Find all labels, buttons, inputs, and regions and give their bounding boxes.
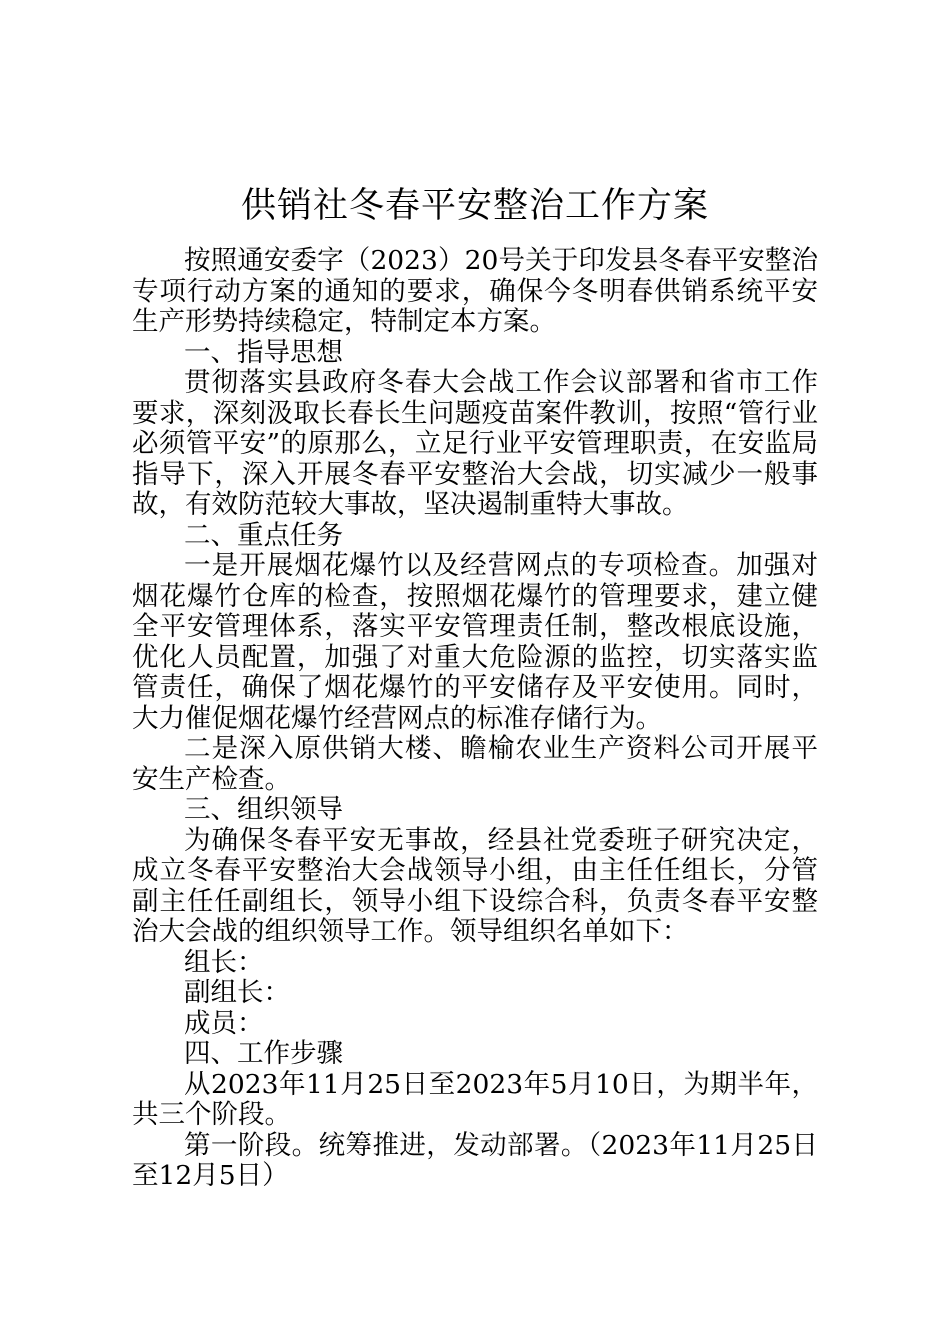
roster-members: 成员：	[184, 1007, 264, 1039]
section4-body: 从2023年11月25日至2023年5月10日，为期半年，共三个阶段。	[132, 1068, 818, 1130]
intro-paragraph: 按照通安委字（2023）20号关于印发县冬春平安整治专项行动方案的通知的要求，确保今冬明春供销系统平安生产形势持续稳定，特制定本方案。	[132, 245, 818, 337]
section3-heading: 三、组织领导	[184, 794, 343, 825]
section1-heading: 一、指导思想	[184, 336, 343, 368]
section4-stage1: 第一阶段。统筹推进，发动部署。（2023年11月25日至12月5日）	[132, 1129, 818, 1191]
section2-task2: 二是深入原供销大楼、瞻榆农业生产资料公司开展平安生产检查。	[132, 733, 818, 795]
document-title: 供销社冬春平安整治工作方案	[240, 186, 709, 226]
roster-leader: 组长：	[184, 946, 264, 978]
roster-deputy: 副组长：	[184, 977, 290, 1008]
section4-heading: 四、工作步骤	[184, 1038, 343, 1069]
section1-body: 贯彻落实县政府冬春大会战工作会议部署和省市工作要求，深刻汲取长春长生问题疫苗案件教训，按照“管行业必须管平安”的原那么，立足行业平安管理职责，在安监局指导下，深入开展冬春平安整治大会战，切实减少一般事故，有效防范较大事故，坚决遏制重特大事故。	[132, 367, 818, 520]
section2-heading: 二、重点任务	[184, 519, 343, 551]
section3-body: 为确保冬春平安无事故，经县社党委班子研究决定，成立冬春平安整治大会战领导小组，由主任任组长，分管副主任任副组长，领导小组下设综合科，负责冬春平安整治大会战的组织领导工作。领导组织名单如下：	[132, 824, 818, 947]
section2-task1: 一是开展烟花爆竹以及经营网点的专项检查。加强对烟花爆竹仓库的检查，按照烟花爆竹的管理要求，建立健全平安管理体系，落实平安管理责任制，整改根底设施，优化人员配置，加强了对重大危险源的监控，切实落实监管责任，确保了烟花爆竹的平安储存及平安使用。同时，大力催促烟花爆竹经营网点的标准存储行为。	[132, 550, 818, 734]
